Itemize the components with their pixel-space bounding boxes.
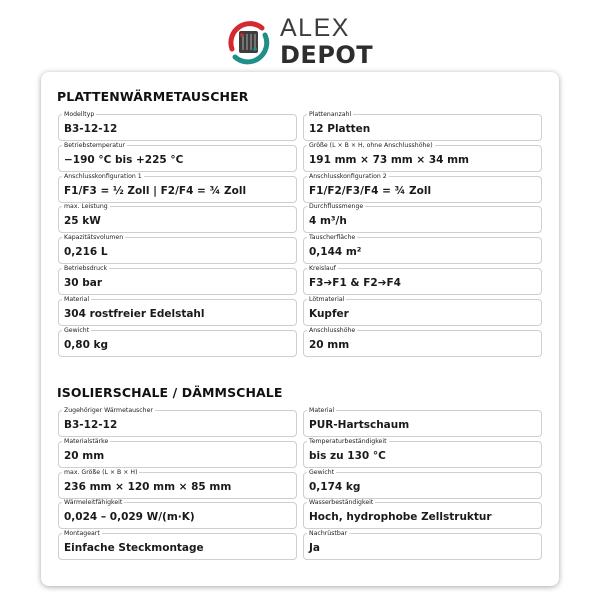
spec-field-label: Anschlusskonfiguration 2 — [309, 172, 387, 180]
heat-exchanger-logo-icon — [222, 16, 274, 68]
spec-field — [303, 203, 542, 233]
spec-field-value: Kupfer — [309, 307, 349, 320]
brand-logo — [222, 12, 392, 68]
spec-field — [58, 326, 297, 357]
spec-field — [303, 295, 542, 326]
spec-field-label: Zugehöriger Wärmetauscher — [64, 407, 153, 414]
spec-field — [58, 499, 297, 529]
spec-field-label: Material — [309, 407, 335, 414]
spec-field — [303, 265, 542, 295]
spec-field-value: 304 rostfreier Edelstahl — [64, 307, 205, 320]
spec-field-value: 25 kW — [64, 215, 101, 228]
spec-field-value: 236 mm × 120 mm × 85 mm — [64, 480, 232, 493]
spec-field-value: Ja — [309, 542, 320, 555]
spec-field-value: F1/F2/F3/F4 = ¾ Zoll — [309, 184, 432, 197]
spec-field-label: Betriebstemperatur — [64, 141, 125, 149]
spec-field — [58, 468, 297, 499]
spec-field — [58, 172, 297, 203]
section-title: PLATTENWÄRMETAUSCHER — [57, 89, 249, 104]
spec-field — [303, 407, 542, 437]
spec-card — [41, 72, 559, 586]
spec-field-value: 20 mm — [309, 338, 350, 351]
spec-field-value: 0,144 m² — [309, 246, 362, 259]
spec-field-label: max. Leistung — [64, 203, 108, 211]
spec-field-label: Material — [64, 295, 90, 303]
spec-field — [303, 499, 542, 529]
spec-field — [303, 530, 542, 560]
spec-field — [58, 111, 297, 141]
spec-field-value: PUR-Hartschaum — [309, 419, 410, 431]
spec-field — [58, 265, 297, 295]
spec-field-value: Einfache Steckmontage — [64, 542, 204, 555]
spec-field-label: Anschlusskonfiguration 1 — [64, 172, 142, 180]
spec-field-value: bis zu 130 °C — [309, 449, 386, 462]
spec-field-label: Materialstärke — [64, 437, 109, 445]
spec-field-value: 30 bar — [64, 277, 103, 289]
spec-field-value: 4 m³/h — [309, 215, 347, 228]
spec-field-value: B3-12-12 — [64, 419, 118, 431]
spec-field-value: 0,024 – 0,029 W/(m·K) — [64, 511, 195, 524]
spec-field — [303, 468, 542, 499]
spec-field-label: Tauscherfläche — [309, 234, 356, 242]
spec-field — [58, 295, 297, 326]
spec-field-label: Lötmaterial — [309, 295, 345, 303]
logo-text-depot: DEPOT — [280, 41, 374, 69]
spec-field-label: Wasserbeständigkeit — [309, 499, 374, 507]
spec-field-label: Temperaturbeständigkeit — [309, 437, 387, 445]
spec-field-value: 0,80 kg — [64, 338, 109, 351]
spec-field-value: B3-12-12 — [64, 123, 118, 135]
spec-field — [58, 203, 297, 233]
spec-field-value: 191 mm × 73 mm × 34 mm — [309, 153, 469, 166]
spec-field-value: F3➔F1 & F2➔F4 — [309, 277, 401, 289]
spec-field-value: −190 °C bis +225 °C — [64, 153, 184, 166]
spec-field-value: 20 mm — [64, 449, 105, 462]
spec-field — [303, 172, 542, 203]
spec-field-label: Gewicht — [309, 468, 335, 476]
spec-field-value: 0,216 L — [64, 246, 108, 259]
spec-field — [58, 407, 297, 437]
spec-field — [303, 326, 542, 357]
spec-field-value: F1/F3 = ½ Zoll | F2/F4 = ¾ Zoll — [64, 184, 247, 197]
spec-field — [303, 141, 542, 172]
spec-field-label: Betriebsdruck — [64, 265, 108, 272]
spec-field-label: Anschlusshöhe — [309, 326, 356, 334]
spec-field — [58, 437, 297, 468]
spec-field-label: Montageart — [64, 530, 100, 538]
spec-field-label: Kapazitätsvolumen — [64, 234, 124, 242]
spec-field — [58, 234, 297, 264]
spec-field-label: Kreislauf — [309, 265, 336, 272]
spec-field-label: Wärmeleitfähigkeit — [64, 499, 123, 507]
spec-field-label: Plattenanzahl — [309, 111, 352, 118]
spec-field-label: Durchflussmenge — [309, 203, 364, 211]
spec-field-label: Gewicht — [64, 326, 90, 334]
spec-field — [303, 234, 542, 264]
section-title: ISOLIERSCHALE / DÄMMSCHALE — [57, 385, 283, 400]
spec-field-value: Hoch, hydrophobe Zellstruktur — [309, 511, 492, 524]
spec-field-value: 12 Platten — [309, 123, 371, 135]
spec-field — [58, 141, 297, 172]
spec-field — [303, 437, 542, 468]
spec-field-label: Nachrüstbar — [309, 530, 348, 538]
spec-field-label: Größe (L × B × H, ohne Anschlusshöhe) — [309, 141, 433, 149]
spec-field — [303, 111, 542, 141]
spec-field-label: max. Größe (L × B × H) — [64, 468, 138, 476]
spec-field-label: Modelltyp — [64, 111, 95, 118]
spec-field-value: 0,174 kg — [309, 480, 361, 493]
spec-field — [58, 530, 297, 560]
logo-text-alex: ALEX — [280, 14, 350, 42]
